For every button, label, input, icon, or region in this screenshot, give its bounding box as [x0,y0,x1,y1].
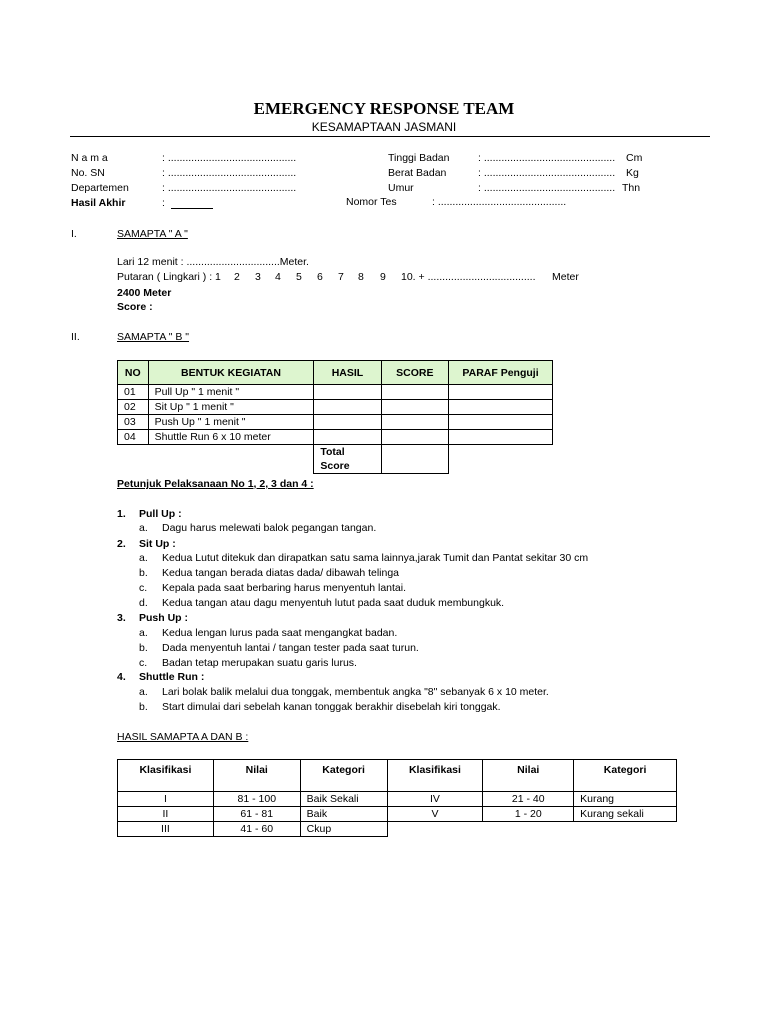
header-paraf-penguji: PARAF Penguji [449,361,553,385]
klasifikasi-cell: IV [387,792,483,807]
nilai-cell: 41 - 60 [213,822,300,837]
nilai-cell: 1 - 20 [483,807,574,822]
header-nilai: Nilai [483,760,574,792]
document-subtitle: KESAMAPTAAN JASMANI [311,120,457,134]
row-no: 02 [118,400,149,415]
putaran-4: 4 [275,271,281,283]
sub-letter: a. [139,522,148,534]
row-no: 01 [118,385,149,400]
table-header-row [118,361,553,385]
identity-label-departemen: Departemen [71,182,129,194]
header-kategori: Kategori [300,760,387,792]
header-hasil: HASIL [314,361,381,385]
hasil-header-row [118,760,677,792]
section1-number: I. [71,228,77,240]
sub-letter: b. [139,567,148,579]
sub-text: Lari bolak balik melalui dua tonggak, membentuk angka "8" sebanyak 6 x 10 meter. [162,686,549,698]
row-kegiatan: Sit Up " 1 menit " [148,400,314,415]
sub-letter: c. [139,657,148,669]
identity-value-nama: : ............................................ [162,152,297,164]
klasifikasi-cell: II [118,807,214,822]
sub-letter: a. [139,627,148,639]
row-no: 04 [118,430,149,445]
item-number: 2. [117,538,126,550]
sub-text: Dagu harus melewati balok pegangan tangan. [162,522,377,534]
total-score-label: Total Score [314,445,381,474]
kategori-cell: Kurang [574,792,677,807]
putaran-6: 6 [317,271,323,283]
sub-letter: b. [139,642,148,654]
item-number: 1. [117,508,126,520]
hasil-akhir-underline [171,208,213,209]
header-klasifikasi: Klasifikasi [118,760,214,792]
identity-value-nomor-tes: : ............................................ [432,196,567,208]
row-kegiatan: Shuttle Run 6 x 10 meter [148,430,314,445]
table-row [118,415,553,430]
klasifikasi-cell: V [387,807,483,822]
putaran-7: 7 [338,271,344,283]
score-cell[interactable] [381,400,448,415]
table-row [118,400,553,415]
table-row [118,792,677,807]
paraf-cell[interactable] [449,385,553,400]
header-no: NO [118,361,149,385]
hasil-cell[interactable] [314,385,381,400]
putaran-2: 2 [234,271,240,283]
item-title-sit-up: Sit Up : [139,538,176,550]
identity-label-nama: N a m a [71,152,108,164]
nilai-cell: 61 - 81 [213,807,300,822]
putaran-9: 9 [380,271,386,283]
item-number: 3. [117,612,126,624]
putaran-5: 5 [296,271,302,283]
kategori-cell: Baik Sekali [300,792,387,807]
klasifikasi-cell: I [118,792,214,807]
identity-unit-umur: Thn [622,182,641,194]
sub-text: Kedua lengan lurus pada saat mengangkat badan. [162,627,398,639]
section2-title: SAMAPTA " B " [117,331,190,343]
row-kegiatan: Pull Up " 1 menit " [148,385,314,400]
identity-label-nomor-tes: Nomor Tes [346,196,397,208]
row-no: 03 [118,415,149,430]
title-divider [70,136,710,137]
putaran-label: Putaran ( Lingkari ) : 1 [117,271,221,283]
lari-12-menit: Lari 12 menit : ................................Meter. [117,256,309,268]
identity-label-berat: Berat Badan [388,167,447,179]
table-row [118,430,553,445]
identity-value-sn: : ............................................ [162,167,297,179]
table-row [118,807,677,822]
sub-text: Kedua tangan atau dagu menyentuh lutut pada saat duduk membungkuk. [162,597,505,609]
identity-label-hasil-akhir: Hasil Akhir [71,197,126,209]
nilai-cell: 21 - 40 [483,792,574,807]
sub-letter: a. [139,686,148,698]
sub-text: Dada menyentuh lantai / tangan tester pada saat turun. [162,642,419,654]
sub-text: Kepala pada saat berbaring harus menyentuh lantai. [162,582,407,594]
section1-score: Score : [117,301,153,313]
identity-value-departemen: : ............................................ [162,182,297,194]
sub-text: Start dimulai dari sebelah kanan tonggak berakhir disebelah kiri tonggak. [162,701,501,713]
row-kegiatan: Push Up " 1 menit " [148,415,314,430]
item-title-pull-up: Pull Up : [139,508,182,520]
nilai-cell: 81 - 100 [213,792,300,807]
header-kategori: Kategori [574,760,677,792]
identity-label-umur: Umur [388,182,414,194]
hasil-samapta-title: HASIL SAMAPTA A DAN B : [117,731,249,743]
section2-number: II. [71,331,80,343]
putaran-8: 8 [358,271,364,283]
score-cell[interactable] [381,385,448,400]
header-nilai: Nilai [213,760,300,792]
sub-letter: d. [139,597,148,609]
hasil-cell[interactable] [314,415,381,430]
sub-letter: b. [139,701,148,713]
section1-title: SAMAPTA " A " [117,228,188,240]
kategori-cell: Baik [300,807,387,822]
klasifikasi-cell: III [118,822,214,837]
item-title-push-up: Push Up : [139,612,188,624]
paraf-cell[interactable] [449,430,553,445]
identity-value-hasil-akhir: : [162,197,165,209]
samapta-b-table [117,360,553,474]
header-bentuk-kegiatan: BENTUK KEGIATAN [148,361,314,385]
header-score: SCORE [381,361,448,385]
table-row [118,385,553,400]
putaran-10-plus: 10. + ..................................... [401,271,536,283]
putaran-3: 3 [255,271,261,283]
identity-unit-tinggi: Cm [626,152,643,164]
identity-label-sn: No. SN [71,167,105,179]
hasil-cell[interactable] [314,430,381,445]
hasil-samapta-table [117,759,677,837]
petunjuk-title: Petunjuk Pelaksanaan No 1, 2, 3 dan 4 : [117,478,314,490]
total-score-value[interactable] [381,445,448,474]
sub-text: Kedua tangan berada diatas dada/ dibawah telinga [162,567,400,579]
sub-text: Kedua Lutut ditekuk dan dirapatkan satu sama lainnya,jarak Tumit dan Pantat sekitar 30 cm [162,552,589,564]
score-cell[interactable] [381,430,448,445]
identity-label-tinggi: Tinggi Badan [388,152,450,164]
paraf-cell[interactable] [449,400,553,415]
identity-unit-berat: Kg [626,167,639,179]
score-cell[interactable] [381,415,448,430]
header-klasifikasi: Klasifikasi [387,760,483,792]
document-title: EMERGENCY RESPONSE TEAM [253,99,515,118]
identity-value-berat: : ............................................. [478,167,616,179]
item-title-shuttle-run: Shuttle Run : [139,671,205,683]
table-row [118,822,677,837]
identity-value-umur: : ............................................. [478,182,616,194]
kategori-cell: Kurang sekali [574,807,677,822]
kategori-cell: Ckup [300,822,387,837]
item-number: 4. [117,671,126,683]
putaran-meter-unit: Meter [552,271,579,283]
meter-2400: 2400 Meter [117,287,172,299]
sub-letter: c. [139,582,148,594]
paraf-cell[interactable] [449,415,553,430]
hasil-cell[interactable] [314,400,381,415]
total-score-row [118,445,553,474]
sub-text: Badan tetap merupakan suatu garis lurus. [162,657,357,669]
identity-value-tinggi: : ............................................. [478,152,616,164]
sub-letter: a. [139,552,148,564]
